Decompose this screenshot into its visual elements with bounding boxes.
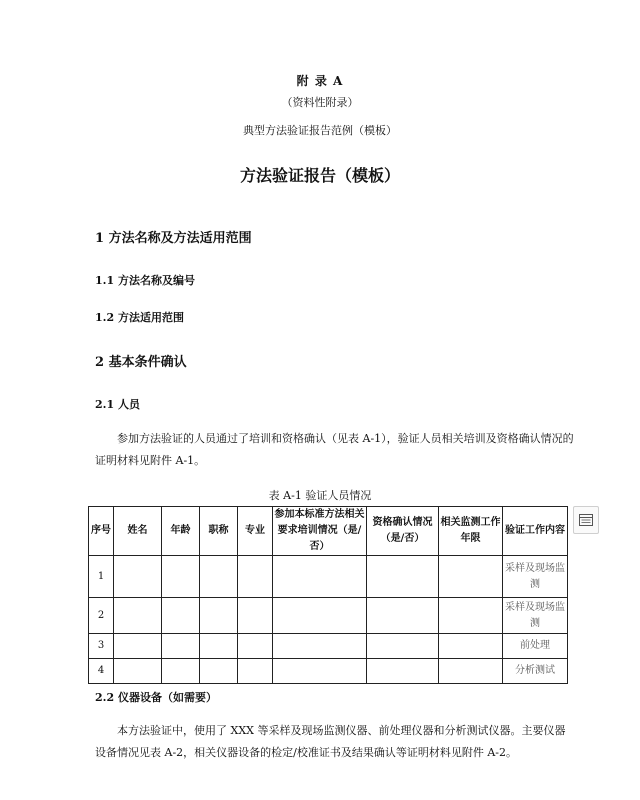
section-1-2-heading: 1.2 方法适用范围 <box>95 311 184 324</box>
row-number: 3 <box>89 634 114 659</box>
row-number: 2 <box>89 598 114 634</box>
section-2-1-paragraph: 参加方法验证的人员通过了培训和资格确认（见表 A-1），验证人员相关培训及资格确认情况的证明材料见附件 A-1。 <box>95 432 574 467</box>
table-row <box>89 659 568 684</box>
section-2-1-heading: 2.1 人员 <box>95 398 140 411</box>
table-view-icon-glyph <box>578 512 594 528</box>
section-2-heading: 2 基本条件确认 <box>95 355 187 370</box>
section-2-2-heading: 2.2 仪器设备（如需要） <box>95 691 217 704</box>
work-content: 分析测试 <box>503 659 568 684</box>
header-no: 序号 <box>89 507 114 556</box>
work-content: 前处理 <box>503 634 568 659</box>
report-title: 方法验证报告（模板） <box>239 166 400 185</box>
header-major: 专业 <box>238 507 273 556</box>
section-1-heading: 1 方法名称及方法适用范围 <box>95 231 252 246</box>
table-row <box>89 634 568 659</box>
work-content: 采样及现场监测 <box>503 598 568 634</box>
header-training: 参加本标准方法相关要求培训情况（是/否） <box>273 507 367 556</box>
table-caption: 表 A-1 验证人员情况 <box>268 489 372 502</box>
appendix-subtitle: （资料性附录） <box>281 96 359 109</box>
section-1-1-heading: 1.1 方法名称及编号 <box>95 274 195 287</box>
appendix-title: 附 录 A <box>296 74 344 88</box>
header-years: 相关监测工作年限 <box>439 507 503 556</box>
section-2-2-paragraph: 本方法验证中，使用了 XXX 等采样及现场监测仪器、前处理仪器和分析测试仪器。主要仪器设备情况见表 A-2，相关仪器设备的检定/校准证书及结果确认等证明材料见附件 A-2。 <box>95 724 566 759</box>
personnel-table <box>88 506 568 684</box>
table-header-row <box>89 507 568 556</box>
header-qualification: 资格确认情况（是/否） <box>367 507 439 556</box>
header-title: 职称 <box>200 507 238 556</box>
header-work-content: 验证工作内容 <box>503 507 568 556</box>
row-number: 1 <box>89 556 114 598</box>
header-name: 姓名 <box>114 507 162 556</box>
table-row <box>89 598 568 634</box>
table-view-icon[interactable] <box>573 506 599 534</box>
work-content: 采样及现场监测 <box>503 556 568 598</box>
row-number: 4 <box>89 659 114 684</box>
appendix-description: 典型方法验证报告范例（模板） <box>243 124 397 137</box>
table-row <box>89 556 568 598</box>
header-age: 年龄 <box>162 507 200 556</box>
